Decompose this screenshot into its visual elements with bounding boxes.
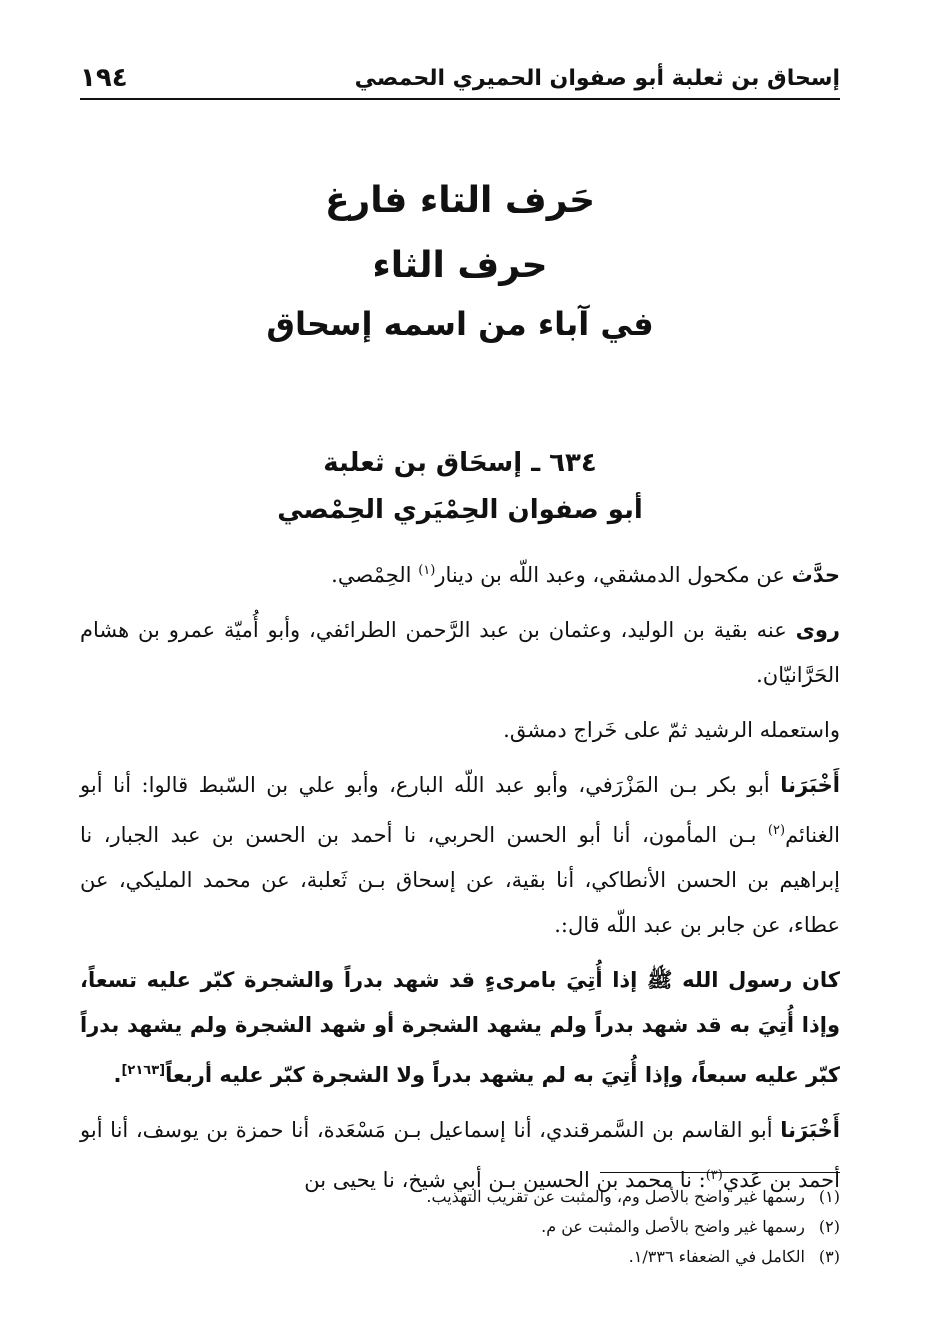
paragraph-text: أبو القاسم بن السَّمرقندي، أنا إسماعيل بـن مَسْعَدة، أنا حمزة بن يوسف، أنا أبو أحمد بن عَدي <box>80 1118 840 1192</box>
entry-title: ٦٣٤ ـ إسحَاق بن ثعلبة <box>323 448 597 478</box>
page-header <box>80 58 840 100</box>
footnote-number: (١) <box>818 1187 840 1206</box>
section-heading-3: في آباء من اسمه إسحاق <box>266 305 654 343</box>
footnote-ref: (٢) <box>767 823 786 838</box>
running-title: إسحاق بن ثعلبة أبو صفوان الحميري الحمصي <box>354 65 840 91</box>
paragraph-text: كان رسول الله ﷺ إذا أُتِيَ بامرىءٍ قد شهد بدراً والشجرة كبّر عليه تسعاً، وإذا أُتِيَ به قد شهد بدراً ولم يشهد الشجرة أو شهد الشجرة ولم يشهد بدراً كبّر عليه سبعاً، وإذا أُتِيَ به لم يشهد بدراً ولا الشجرة كبّر عليه أربعاً <box>80 968 840 1087</box>
footnote-number: (٣) <box>818 1247 840 1266</box>
paragraph-text: واستعمله الرشيد ثمّ على خَراج دمشق. <box>503 718 840 742</box>
paragraph-text: أبو بكر بـن المَزْرَفي، وأبو عبد اللّه البارع، وأبو علي بن السّبط قالوا: أنا أبو الغنائم <box>80 773 840 847</box>
paragraph-lead: أَخْبَرَنا <box>780 1118 840 1142</box>
paragraph-text: الحِمْصي. <box>331 563 412 587</box>
footnotes <box>80 1182 840 1272</box>
footnote-text: رسمها غير واضح بالأصل والمثبت عن م. <box>541 1217 805 1236</box>
hadith-reference: [٢١٦٣] <box>121 1063 166 1078</box>
paragraph-4 <box>80 763 840 948</box>
section-heading-2: حرف الثاء <box>372 245 548 286</box>
footnote-text: الكامل في الضعفاء ١/٣٣٦. <box>628 1247 805 1266</box>
paragraph-1 <box>80 548 840 598</box>
footnote-ref: (٣) <box>705 1168 723 1183</box>
footnote <box>80 1182 840 1212</box>
entry-subtitle: أبو صفوان الحِمْيَري الحِمْصي <box>277 495 643 525</box>
paragraph-text: عنه بقية بن الوليد، وعثمان بن عبد الرَّحمن الطرائفي، وأبو أُميّة عمرو بن هشام الحَرَّانيّان. <box>80 618 840 687</box>
paragraph-3 <box>80 708 840 753</box>
hadith-text <box>80 958 840 1098</box>
footnote-text: رسمها غير واضح بالأصل وم، والمثبت عن تقريب التهذيب. <box>426 1187 805 1206</box>
footnote <box>80 1212 840 1242</box>
paragraph-lead: روى <box>795 618 840 642</box>
paragraph-2 <box>80 608 840 698</box>
paragraph-text: بـن المأمون، أنا أبو الحسن الحربي، نا أحمد بن الحسن بن عبد الجبار، نا إبراهيم بن الحسن الأنطاكي، أنا بقية، عن إسحاق بـن ثَعلبة، عن محمد المليكي، عن عطاء، عن جابر بن عبد اللّه قال:. <box>80 823 840 937</box>
section-heading-1: حَرف التاء فارغ <box>324 180 596 221</box>
footnote-ref: (١) <box>418 563 436 578</box>
paragraph-text: . <box>113 1063 122 1087</box>
footnote-divider <box>600 1172 840 1173</box>
footnote <box>80 1242 840 1272</box>
paragraph-lead: حدَّث <box>791 563 840 587</box>
footnote-number: (٢) <box>818 1217 840 1236</box>
body-text <box>80 548 840 1213</box>
paragraph-text: : نا محمد بن الحسين بـن أبي شيخ، نا يحيى بن <box>304 1168 706 1192</box>
paragraph-text: عن مكحول الدمشقي، وعبد اللّه بن دينار <box>435 563 785 587</box>
page-number: ١٩٤ <box>80 63 128 93</box>
paragraph-lead: أَخْبَرَنا <box>780 773 840 797</box>
